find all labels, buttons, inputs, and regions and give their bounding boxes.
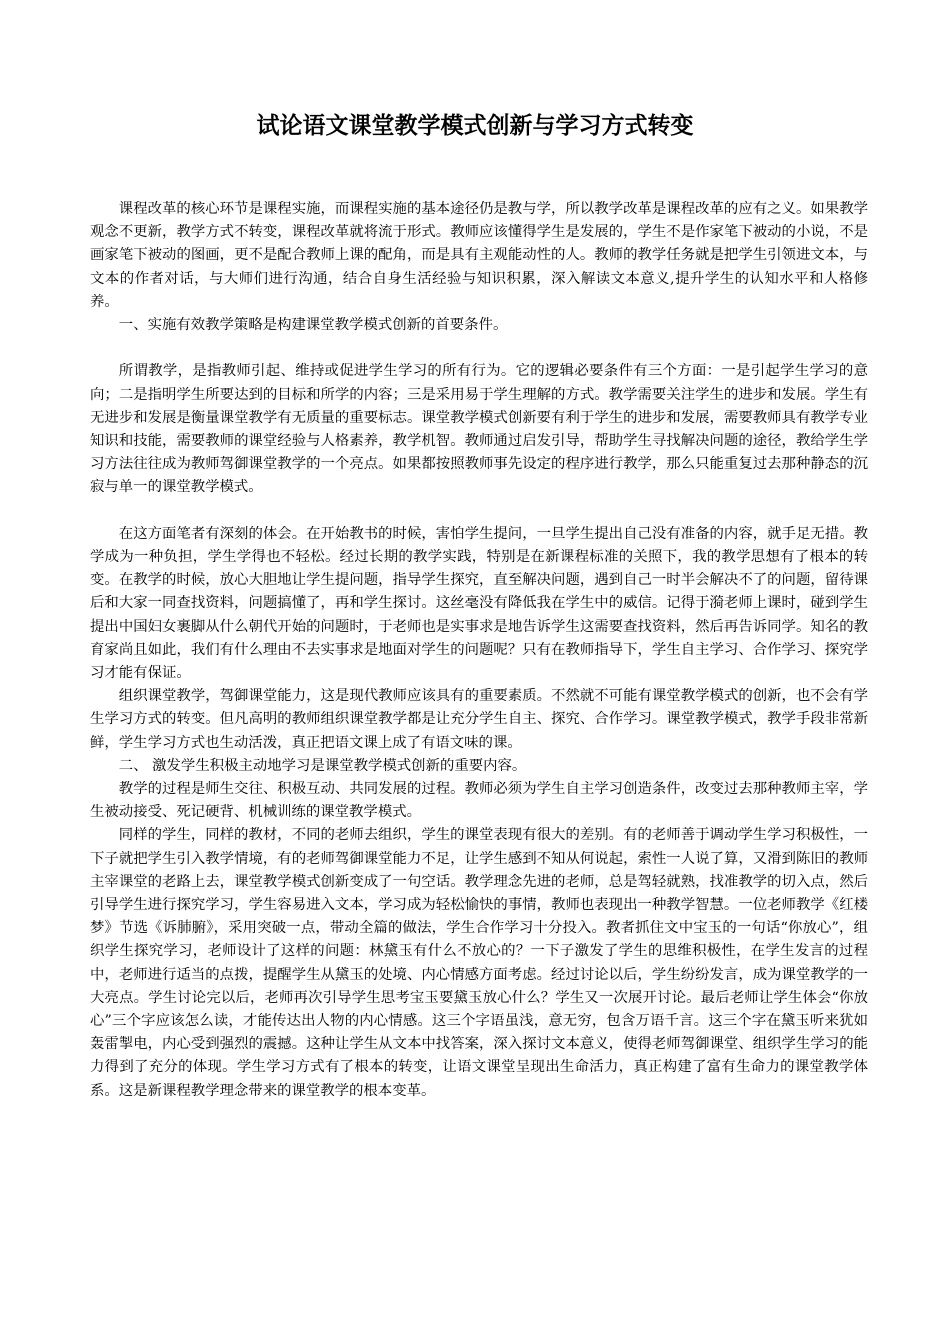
paragraph-teaching-definition: 所谓教学，是指教师引起、维持或促进学生学习的所有行为。它的逻辑必要条件有三个方面：一是引起学生学习的意向；二是指明学生所要达到的目标和所学的内容；三是采用易于学生理解的方式。教学需要关注学生的进步和发展。学生有无进步和发展是衡量课堂教学有无质量的重要标志。课堂教学模式创新要有利于学生的进步和发展，需要教师具有教学专业知识和技能，需要教师的课堂经验与人格素养，教学机智。教师通过启发引导，帮助学生寻找解决问题的途径，教给学生学习方法往往成为教师驾御课堂教学的一个亮点。如果都按照教师事先设定的程序进行教学，那么只能重复过去那种静态的沉寂与单一的课堂教学模式。 xyxy=(90,363,868,496)
paragraph-intro: 课程改革的核心环节是课程实施，而课程实施的基本途径仍是教与学，所以教学改革是课程改革的应有之义。如果教学观念不更新，教学方式不转变，课程改革就将流于形式。教师应该懂得学生是发展的，学生不是作家笔下被动的小说，不是画家笔下被动的图画，更不是配合教师上课的配角，而是具有主观能动性的人。教师的教学任务就是把学生引领进文本，与文本的作者对话，与大师们进行沟通，结合自身生活经验与知识积累，深入解读文本意义,提升学生的认知水平和人格修养。 xyxy=(90,201,868,310)
document-title: 试论语文课堂教学模式创新与学习方式转变 xyxy=(256,112,694,139)
paragraph-classroom-organization: 组织课堂教学，驾御课堂能力，这是现代教师应该具有的重要素质。不然就不可能有课堂教学模式的创新，也不会有学生学习方式的转变。但凡高明的教师组织课堂教学都是让充分学生自主、探究、合作学习。课堂教学模式，教学手段非常新鲜，学生学习方式也生动活泼，真正把语文课上成了有语文味的课。 xyxy=(90,688,868,751)
section-heading-2: 二、 激发学生积极主动地学习是课堂教学模式创新的重要内容。 xyxy=(118,757,527,774)
paragraph-case-study: 同样的学生，同样的教材，不同的老师去组织，学生的课堂表现有很大的差别。有的老师善于调动学生学习积极性，一下子就把学生引入教学情境，有的老师驾御课堂能力不足，让学生感到不知从何说起，索性一人说了算，又滑到陈旧的教师主宰课堂的老路上去，课堂教学模式创新变成了一句空话。教学理念先进的老师，总是驾轻就熟，找准教学的切入点，然后引导学生进行探究学习，学生容易进入文本，学习成为轻松愉快的事情，教师也表现出一种教学智慧。一位老师教学《红楼梦》节选《诉肺腑》，采用突破一点，带动全篇的做法，学生合作学习十分投入。教者抓住文中宝玉的一句话“你放心”，组织学生探究学习，老师设计了这样的问题：林黛玉有什么不放心的？一下子激发了学生的思维积极性，在学生发言的过程中，老师进行适当的点拨，提醒学生从黛玉的处境、内心情感方面考虑。经过讨论以后，学生纷纷发言，成为课堂教学的一大亮点。学生讨论完以后，老师再次引导学生思考宝玉要黛玉放心什么？学生又一次展开讨论。最后老师让学生体会“你放心”三个字应该怎么读，才能传达出人物的内心情感。这三个字语虽浅，意无穷，包含万语千言。这三个字在黛玉听来犹如轰雷掣电，内心受到强烈的震撼。这种让学生从文本中找答案，深入探讨文本意义，使得老师驾御课堂、组织学生学习的能力得到了充分的体现。学生学习方式有了根本的转变，让语文课堂呈现出生命活力，真正构建了富有生命力的课堂教学体系。这是新课程教学理念带来的课堂教学的根本变革。 xyxy=(90,827,868,1099)
paragraph-teaching-process: 教学的过程是师生交往、积极互动、共同发展的过程。教师必须为学生自主学习创造条件，改变过去那种教师主宰，学生被动接受、死记硬背、机械训练的课堂教学模式。 xyxy=(90,781,868,821)
document-body xyxy=(90,198,868,1103)
paragraph-personal-experience: 在这方面笔者有深刻的体会。在开始教书的时候，害怕学生提问，一旦学生提出自己没有准备的内容，就手足无措。教学成为一种负担，学生学得也不轻松。经过长期的教学实践，特别是在新课程标准的关照下，我的教学思想有了根本的转变。在教学的时候，放心大胆地让学生提问题，指导学生探究，直至解决问题，遇到自己一时半会解决不了的问题，留待课后和大家一同查找资料，问题搞懂了，再和学生探讨。这丝毫没有降低我在学生中的威信。记得于漪老师上课时，碰到学生提出中国妇女裹脚从什么朝代开始的问题时，于老师也是实事求是地告诉学生这需要查找资料，然后再告诉同学。知名的教育家尚且如此，我们有什么理由不去实事求是地面对学生的问题呢？只有在教师指导下，学生自主学习、合作学习、探究学习才能有保证。 xyxy=(90,525,868,682)
section-heading-1: 一、实施有效教学策略是构建课堂教学模式创新的首要条件。 xyxy=(118,317,508,334)
